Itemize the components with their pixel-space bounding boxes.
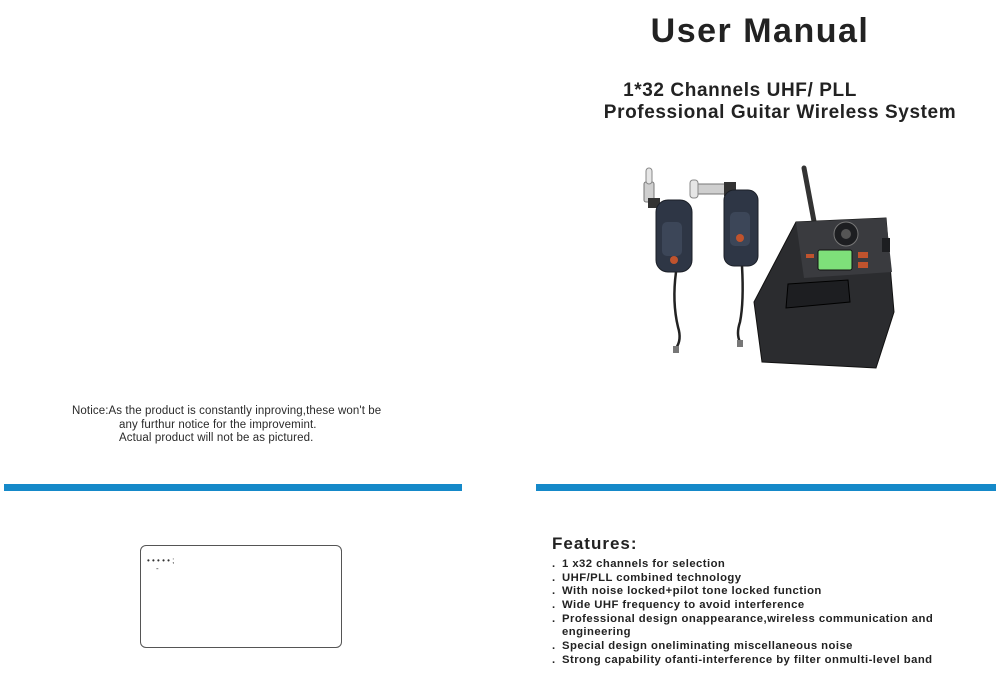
feature-text: Professional design onappearance,wireless communication and engineering xyxy=(562,612,934,639)
feature-item xyxy=(552,654,982,668)
feature-item xyxy=(552,558,982,572)
product-photo xyxy=(636,162,904,374)
features-heading: Features: xyxy=(552,534,638,553)
bullet: . xyxy=(552,612,556,625)
bullet: . xyxy=(552,585,556,598)
feature-item xyxy=(552,599,982,613)
feature-text: Wide UHF frequency to avoid interference xyxy=(562,599,805,612)
subtitle-line-1: 1*32 Channels UHF/ PLL xyxy=(623,80,857,101)
subtitle-line-2: Professional Guitar Wireless System xyxy=(603,102,957,123)
feature-item xyxy=(552,572,982,586)
bullet: . xyxy=(552,558,556,570)
page-title: User Manual xyxy=(650,12,870,50)
bullet: . xyxy=(552,653,556,666)
stamp-box-text: • • • • • ; xyxy=(147,556,175,565)
feature-text: 1 x32 channels for selection xyxy=(562,558,726,570)
feature-item xyxy=(552,640,982,654)
right-divider-bar xyxy=(536,484,996,491)
feature-text: Special design oneliminating miscellaneous noise xyxy=(562,639,853,652)
feature-text: UHF/PLL combined technology xyxy=(562,571,742,584)
bullet: . xyxy=(552,639,556,652)
bullet: . xyxy=(552,599,556,612)
notice-line-2: any furthur notice for the improvemint. xyxy=(119,418,317,431)
dealer-stamp-box xyxy=(140,545,342,648)
notice-line-1: Notice:As the product is constantly inproving,these won't be xyxy=(72,405,382,417)
notice-text xyxy=(72,405,412,446)
feature-item xyxy=(552,613,982,640)
feature-item xyxy=(552,585,982,599)
features-list xyxy=(552,558,982,667)
feature-text: Strong capability ofanti-interference by filter onmulti-level band xyxy=(562,653,933,666)
stamp-box-mark: - xyxy=(156,564,159,573)
transmitter-right xyxy=(690,180,758,347)
left-divider-bar xyxy=(4,484,462,491)
feature-text: With noise locked+pilot tone locked function xyxy=(562,585,822,598)
bullet: . xyxy=(552,571,556,584)
transmitter-left xyxy=(644,168,692,353)
notice-line-3: Actual product will not be as pictured. xyxy=(119,432,314,444)
receiver-unit xyxy=(754,168,894,368)
